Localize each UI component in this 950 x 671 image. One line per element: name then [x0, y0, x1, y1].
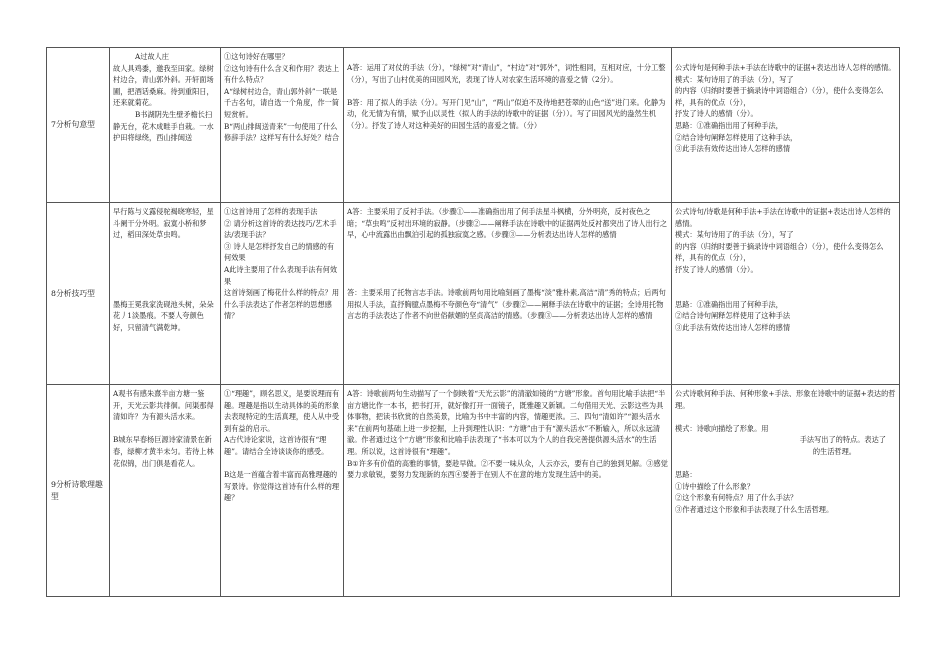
table-row [47, 48, 900, 203]
answer-cell: A答：诗歌前两句生动描写了一个倒映着“天光云影”的清澈如镜的“方塘”形象。首句用比喻手法把“半亩方塘比作一本书，把书打开，就好像打开一面镜子，既雅趣又新颖。二句借用天光、云影这些为具体事物，把读书欣赏的自然美景，比喻为书中丰富的内容，情趣更浓。三、四句“清如许”“源头活水来”在前两句基础上进一步挖掘，上升到理性认识：“方塘”由于有“源头活水”不断输入，所以永远清澈。作者通过这个“方塘”形象和比喻手法表现了“书本可以为个人的自我完善提供源头活水”的生活理。所以说，这首诗很有“理趣”。 B①许多有价值的高雅的事情，要趁早做。②不要一味从众，人云亦云，要有自己的独到见解。③感觉要力求敏锐，要努力发现新的东西④要善于在别人不在意的地方发现生活中的美。 [344, 385, 672, 597]
poem-cell: 早行陈与义露侵驼褐晓寒轻，星斗阑干分外明。寂寞小桥和梦过，稻田深处草虫鸣。 墨梅王冕我家洗砚池头树，朵朵花丿1淡墨痕。不要人夸颜色好，只留清气满乾坤。 [110, 203, 221, 385]
poem-cell: A过故人庄 故人具鸡黍，邀我至田家。绿树村边合，青山郭外斜。开轩面场圃，把酒话桑麻。待到重阳日，还来就菊花。 B书湖阴先生壁矛檐长扫静无台，花木成畦手自栽。一水护田将绿绕，西山排闼送 [110, 48, 221, 203]
method-cell: 公式诗歌何种手法、何种形象+手法、形象在诗歌中的证据+表达的哲理。 模式：诗歌向描绘了形象。用 手法写出了的特点。表达了 的生活哲理。 思路： ①诗中描绘了什么形象？ ②这个形象有何特点？用了什么手法？ ③作者通过这个形象和手法表现了什么生活哲理。 [672, 385, 900, 597]
method-cell: 公式诗句是何种手法+手法在诗歌中的证据+表达出诗人怎样的感情。 模式：某句诗用了的手法（分），写了 的内容（归纳时要善于摘录诗中词语组合）（分），使什么变得怎么样，具有的优点（分）， 抒发了诗人的感情（分）。 思路：①准确指出用了何种手法， ②结合诗句阐释怎样使用了这种手法， ③此手法有效传达出诗人怎样的感情 [672, 48, 900, 203]
table-row [47, 385, 900, 597]
method-cell: 公式诗句/诗歌是何种手法+手法在诗歌中的证据+表达出诗人怎样的感情。 模式：某句诗用了的手法（分），写了 的内容（归纳时要善于摘录诗中词语组合）（分），使什么变得怎么样，具有的优点（分）， 抒发了诗人的感情（分）。 思路：①准确指出用了何种手法， ②结合诗句阐释怎样使用了这种手法 ③此手法有效传达出诗人怎样的感情 [672, 203, 900, 385]
question-cell: ①“理趣”，顾名思义，是要说理而有趣。理趣是指以生动具体的美的形象去表现特定的生活真理，使人从中受到有益的启示。 A古代诗论家说，这首诗很有“理趣”。请结合全诗谈谈你的感受。 B这是一首蕴含着丰富而高雅理趣的写景诗。你觉得这首诗有什么样的理趣？ [221, 385, 344, 597]
row-label: 9分析诗歌理趣型 [47, 385, 110, 597]
question-cell: ①这句诗好在哪里？ ②这句诗有什么含义和作用？表达上有什么特点？ A“绿树村边合，青山郭外斜”一联是千古名句，请自选一个角度，作一简短赏析。 B“两山排闼送青来”一句使用了什么修辞手法？这样写有什么好处？结合 [221, 48, 344, 203]
analysis-table [46, 47, 900, 597]
answer-cell: A答：主要采用了反衬手法。（步骤①——准确指出用了何手法星斗枫横，分外明亮，反衬夜色之暗；“草虫鸣”反衬出环境的寂静。（步骤②——阐释手法在诗歌中的证据两处反衬都突出了诗人出行之早，心中流露出由飘泊引起的孤独寂寞之感。（步骤③——分析表达出诗人怎样的感情 答：主要采用了托物言志手法。诗歌前两句用比喻刻画了墨梅“淡”雅朴素,高洁“清”秀的特点；后两句用拟人手法，直抒胸臆点墨梅不夸颜色夸“清气”（步骤②——阐释手法在诗歌中的证据；全诗用托物言志的手法表达了作者不向世俗献媚的坚贞高洁的情感。（步骤③——分析表达出诗人怎样的感情 [344, 203, 672, 385]
poem-cell: A观书有感朱熹半亩方塘一鉴开，天光云影共徘徊。问渠那得清如许？为有源头活水来。 B城东早春杨巨源诗家清景在新春，绿柳才黄半未匀。若待上林花似锦，出门俱是看花人。 [110, 385, 221, 597]
answer-cell: A答：运用了对仗的手法（分），“绿树”对“青山”，“村边”对“郭外”，词性相同，互相对应，十分工整（分），写出了山村优美的田园风光，表现了诗人对农家生活环境的喜爱之情（2分）。 B答：用了拟人的手法（分）。写开门见“山”，“两山”似迫不及待地把苍翠的山色“送”进门来。化静为动，化无情为有情，赋予山以灵性（拟人的手法的诗歌中的证据（分））。写了田园风光的盎然生机（分）。抒发了诗人对这种美好的田园生活的喜爱之情。（分） [344, 48, 672, 203]
question-cell: ①这首诗用了怎样的表现手法 ② 请分析这首诗的表达技巧/艺术手法/表现手法？ ③ 诗人是怎样抒发自己的情感的有何效果 A此诗主要用了什么表现手法有何效果 这首诗刻画了梅花什么样的特点？用什么手法表达了作者怎样的思想感情？ [221, 203, 344, 385]
table-row [47, 203, 900, 385]
row-label: 7分析句意型 [47, 48, 110, 203]
row-label: 8分析技巧型 [47, 203, 110, 385]
